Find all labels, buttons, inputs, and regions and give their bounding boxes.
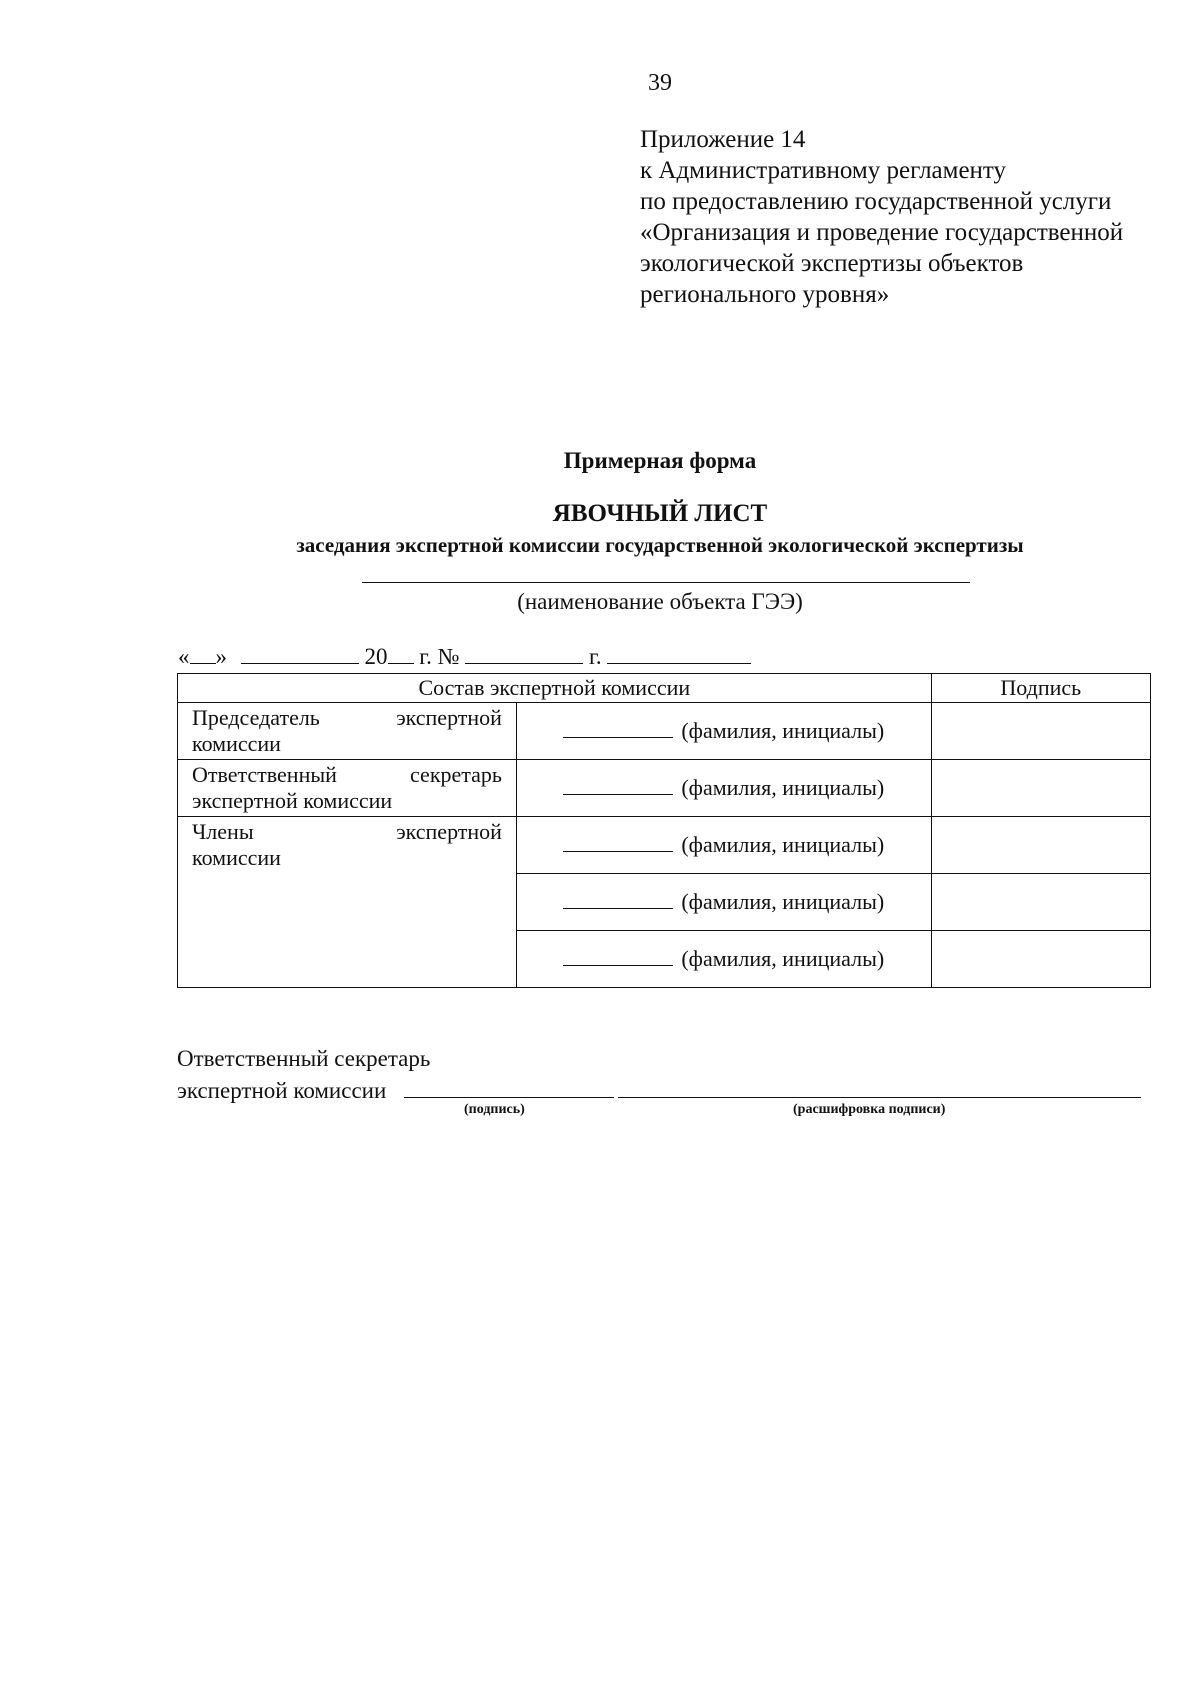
number-label: г. № [419, 644, 460, 669]
sheet-subtitle: заседания экспертной комиссии государственной экологической экспертизы [296, 533, 1024, 557]
table-row [178, 760, 1151, 817]
role-word: Члены [192, 819, 254, 844]
role-line: комиссии [192, 731, 281, 756]
name-blank [563, 835, 673, 852]
date-close-quote: » [215, 644, 227, 669]
signature-cell [931, 931, 1150, 988]
header-signature: Подпись [931, 674, 1150, 703]
day-blank [190, 645, 216, 664]
object-name-caption: (наименование объекта ГЭЭ) [517, 589, 803, 614]
footer-label: экспертной комиссии [177, 1078, 387, 1103]
signature-decode-caption: (расшифровка подписи) [793, 1102, 946, 1117]
name-cell [516, 874, 931, 931]
appendix-line: экологической экспертизы объектов [640, 250, 1024, 277]
name-caption: (фамилия, инициалы) [681, 946, 885, 971]
year-prefix: 20 [364, 644, 388, 669]
role-word: экспертной [396, 705, 502, 730]
role-cell [178, 760, 517, 817]
name-blank [563, 778, 673, 795]
role-word: Ответственный [192, 762, 337, 787]
role-cell [178, 703, 517, 760]
role-word: Председатель [192, 705, 320, 730]
attendance-table [177, 673, 1151, 988]
footer-label: Ответственный секретарь [177, 1046, 431, 1071]
role-cell [178, 817, 517, 988]
appendix-line: к Административному регламенту [640, 157, 1007, 184]
name-caption: (фамилия, инициалы) [681, 775, 885, 800]
appendix-line: по предоставлению государственной услуги [640, 188, 1112, 215]
header-composition: Состав экспертной комиссии [178, 674, 932, 703]
signature-decode-line [618, 1097, 1141, 1098]
page-number: 39 [648, 70, 672, 96]
appendix-line: регионального уровня» [640, 281, 890, 308]
city-blank [607, 645, 751, 664]
name-cell [516, 703, 931, 760]
signature-cell [931, 760, 1150, 817]
appendix-line: Приложение 14 [640, 126, 806, 153]
name-caption: (фамилия, инициалы) [681, 832, 885, 857]
name-caption: (фамилия, инициалы) [681, 718, 885, 743]
month-blank [241, 645, 359, 664]
date-open-quote: « [178, 644, 190, 669]
signature-cell [931, 703, 1150, 760]
signature-cell [931, 817, 1150, 874]
date-line [178, 644, 751, 670]
appendix-line: «Организация и проведение государственной [640, 219, 1124, 246]
table-row [178, 817, 1151, 874]
role-word: экспертной [396, 819, 502, 844]
name-blank [563, 949, 673, 966]
name-blank [563, 892, 673, 909]
form-label: Примерная форма [563, 448, 757, 473]
city-label: г. [589, 644, 602, 669]
name-cell [516, 760, 931, 817]
sheet-title: ЯВОЧНЫЙ ЛИСТ [552, 500, 768, 527]
appendix-heading [640, 124, 1123, 310]
role-line: комиссии [192, 845, 281, 870]
name-blank [563, 721, 673, 738]
name-caption: (фамилия, инициалы) [681, 889, 885, 914]
signature-cell [931, 874, 1150, 931]
signature-line [404, 1097, 614, 1098]
name-cell [516, 931, 931, 988]
table-header-row [178, 674, 1151, 703]
role-line: экспертной комиссии [192, 788, 393, 813]
name-cell [516, 817, 931, 874]
signature-caption: (подпись) [464, 1102, 525, 1117]
number-blank [465, 645, 583, 664]
role-word: секретарь [410, 762, 502, 787]
object-name-line [362, 582, 970, 583]
year-blank [388, 645, 414, 664]
table-row [178, 703, 1151, 760]
